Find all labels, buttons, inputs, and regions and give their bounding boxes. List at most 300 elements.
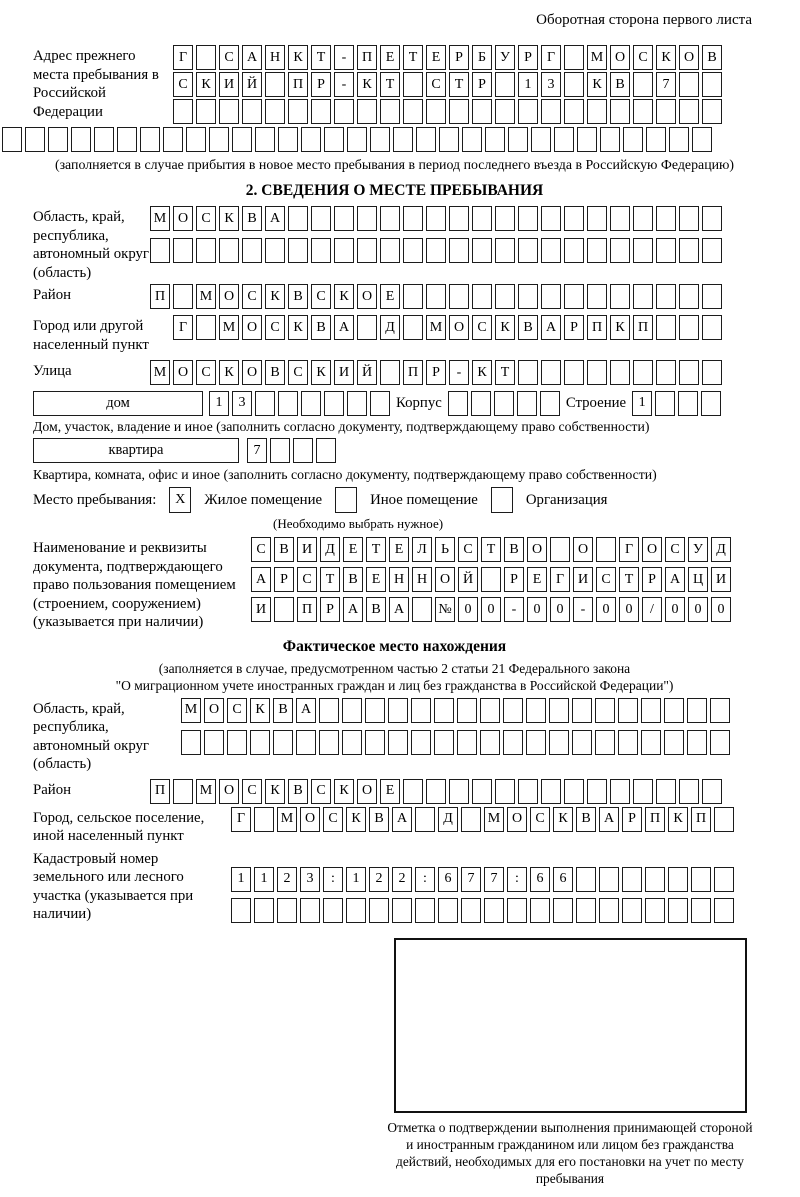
char-cell[interactable]: К	[250, 698, 270, 723]
char-cell[interactable]: О	[573, 537, 593, 562]
char-cell[interactable]: М	[150, 206, 170, 231]
char-cell[interactable]	[254, 898, 274, 923]
char-cell[interactable]	[599, 867, 619, 892]
char-cell[interactable]: Е	[380, 779, 400, 804]
char-cell[interactable]	[679, 360, 699, 385]
char-cell[interactable]	[679, 72, 699, 97]
char-cell[interactable]	[196, 45, 216, 70]
char-cell[interactable]	[140, 127, 160, 152]
char-cell[interactable]	[554, 127, 574, 152]
char-cell[interactable]	[324, 391, 344, 416]
char-cell[interactable]: 6	[530, 867, 550, 892]
char-cell[interactable]	[679, 238, 699, 263]
char-cell[interactable]: П	[633, 315, 653, 340]
char-cell[interactable]: Е	[366, 567, 386, 592]
char-cell[interactable]: Д	[438, 807, 458, 832]
char-cell[interactable]: 1	[231, 867, 251, 892]
char-cell[interactable]	[564, 45, 584, 70]
char-cell[interactable]	[596, 537, 616, 562]
char-cell[interactable]	[495, 72, 515, 97]
char-cell[interactable]	[656, 779, 676, 804]
char-cell[interactable]	[564, 99, 584, 124]
char-cell[interactable]: О	[642, 537, 662, 562]
char-cell[interactable]: М	[277, 807, 297, 832]
char-cell[interactable]	[702, 284, 722, 309]
char-cell[interactable]	[357, 206, 377, 231]
char-cell[interactable]	[288, 206, 308, 231]
char-cell[interactable]: П	[297, 597, 317, 622]
char-cell[interactable]: М	[196, 779, 216, 804]
char-cell[interactable]: О	[449, 315, 469, 340]
char-cell[interactable]: О	[300, 807, 320, 832]
char-cell[interactable]: Т	[366, 537, 386, 562]
char-cell[interactable]	[209, 127, 229, 152]
char-cell[interactable]	[503, 730, 523, 755]
char-cell[interactable]: О	[204, 698, 224, 723]
char-cell[interactable]: О	[527, 537, 547, 562]
char-cell[interactable]	[472, 99, 492, 124]
char-cell[interactable]: О	[173, 206, 193, 231]
char-cell[interactable]	[380, 206, 400, 231]
char-cell[interactable]	[439, 127, 459, 152]
char-cell[interactable]	[71, 127, 91, 152]
char-cell[interactable]	[438, 898, 458, 923]
char-cell[interactable]	[403, 779, 423, 804]
char-cell[interactable]	[403, 206, 423, 231]
char-cell[interactable]	[679, 779, 699, 804]
char-cell[interactable]	[181, 730, 201, 755]
char-cell[interactable]: К	[196, 72, 216, 97]
char-cell[interactable]: А	[343, 597, 363, 622]
char-cell[interactable]: 2	[369, 867, 389, 892]
char-cell[interactable]	[288, 99, 308, 124]
char-cell[interactable]	[296, 730, 316, 755]
char-cell[interactable]: У	[495, 45, 515, 70]
char-cell[interactable]	[480, 698, 500, 723]
char-cell[interactable]	[702, 72, 722, 97]
char-cell[interactable]	[518, 779, 538, 804]
char-cell[interactable]	[587, 779, 607, 804]
char-cell[interactable]	[518, 284, 538, 309]
char-cell[interactable]	[633, 284, 653, 309]
char-cell[interactable]	[2, 127, 22, 152]
char-cell[interactable]	[278, 391, 298, 416]
char-cell[interactable]	[346, 898, 366, 923]
char-cell[interactable]: Р	[564, 315, 584, 340]
char-cell[interactable]	[426, 284, 446, 309]
char-cell[interactable]: С	[173, 72, 193, 97]
char-cell[interactable]	[541, 779, 561, 804]
char-cell[interactable]	[426, 99, 446, 124]
char-cell[interactable]	[265, 238, 285, 263]
char-cell[interactable]	[324, 127, 344, 152]
char-cell[interactable]	[311, 238, 331, 263]
char-cell[interactable]	[219, 99, 239, 124]
char-cell[interactable]	[508, 127, 528, 152]
char-cell[interactable]	[517, 391, 537, 416]
char-cell[interactable]	[369, 898, 389, 923]
char-cell[interactable]	[472, 284, 492, 309]
char-cell[interactable]	[449, 779, 469, 804]
char-cell[interactable]: В	[242, 206, 262, 231]
char-cell[interactable]: 2	[277, 867, 297, 892]
char-cell[interactable]	[610, 238, 630, 263]
char-cell[interactable]	[600, 127, 620, 152]
char-cell[interactable]: :	[415, 867, 435, 892]
char-cell[interactable]: 0	[481, 597, 501, 622]
char-cell[interactable]	[426, 206, 446, 231]
char-cell[interactable]: 0	[619, 597, 639, 622]
char-cell[interactable]: К	[587, 72, 607, 97]
char-cell[interactable]: И	[297, 537, 317, 562]
char-cell[interactable]	[255, 127, 275, 152]
char-cell[interactable]	[518, 206, 538, 231]
char-cell[interactable]	[714, 898, 734, 923]
char-cell[interactable]	[288, 238, 308, 263]
char-cell[interactable]: К	[219, 360, 239, 385]
char-cell[interactable]: С	[297, 567, 317, 592]
char-cell[interactable]	[270, 438, 290, 463]
char-cell[interactable]: 0	[688, 597, 708, 622]
char-cell[interactable]	[227, 730, 247, 755]
char-cell[interactable]: О	[242, 315, 262, 340]
char-cell[interactable]	[403, 72, 423, 97]
char-cell[interactable]: 1	[518, 72, 538, 97]
char-cell[interactable]: А	[665, 567, 685, 592]
char-cell[interactable]	[388, 698, 408, 723]
char-cell[interactable]: С	[242, 284, 262, 309]
char-cell[interactable]: В	[610, 72, 630, 97]
char-cell[interactable]	[403, 315, 423, 340]
char-cell[interactable]	[587, 238, 607, 263]
char-cell[interactable]: О	[507, 807, 527, 832]
char-cell[interactable]	[633, 206, 653, 231]
char-cell[interactable]: Г	[550, 567, 570, 592]
char-cell[interactable]	[472, 206, 492, 231]
char-cell[interactable]: С	[242, 779, 262, 804]
char-cell[interactable]: Р	[472, 72, 492, 97]
char-cell[interactable]	[301, 391, 321, 416]
char-cell[interactable]	[572, 698, 592, 723]
char-cell[interactable]: М	[426, 315, 446, 340]
char-cell[interactable]: С	[311, 284, 331, 309]
char-cell[interactable]: Т	[481, 537, 501, 562]
char-cell[interactable]: Г	[541, 45, 561, 70]
char-cell[interactable]: О	[173, 360, 193, 385]
char-cell[interactable]	[655, 391, 675, 416]
char-cell[interactable]	[196, 238, 216, 263]
char-cell[interactable]	[448, 391, 468, 416]
char-cell[interactable]	[687, 698, 707, 723]
char-cell[interactable]: Т	[320, 567, 340, 592]
char-cell[interactable]	[265, 99, 285, 124]
char-cell[interactable]: Р	[320, 597, 340, 622]
char-cell[interactable]: А	[334, 315, 354, 340]
char-cell[interactable]: О	[435, 567, 455, 592]
char-cell[interactable]: И	[573, 567, 593, 592]
char-cell[interactable]: Ь	[435, 537, 455, 562]
char-cell[interactable]	[449, 99, 469, 124]
char-cell[interactable]	[461, 807, 481, 832]
char-cell[interactable]: О	[357, 779, 377, 804]
char-cell[interactable]	[702, 779, 722, 804]
char-cell[interactable]	[347, 127, 367, 152]
char-cell[interactable]	[633, 238, 653, 263]
char-cell[interactable]: Т	[380, 72, 400, 97]
char-cell[interactable]: С	[265, 315, 285, 340]
char-cell[interactable]: 0	[527, 597, 547, 622]
char-cell[interactable]: С	[633, 45, 653, 70]
char-cell[interactable]: О	[219, 284, 239, 309]
char-cell[interactable]	[656, 360, 676, 385]
char-cell[interactable]	[618, 730, 638, 755]
char-cell[interactable]	[679, 315, 699, 340]
char-cell[interactable]	[403, 99, 423, 124]
char-cell[interactable]	[392, 898, 412, 923]
char-cell[interactable]: Й	[357, 360, 377, 385]
char-cell[interactable]	[633, 72, 653, 97]
char-cell[interactable]: С	[227, 698, 247, 723]
char-cell[interactable]: К	[265, 284, 285, 309]
char-cell[interactable]: С	[288, 360, 308, 385]
char-cell[interactable]	[541, 206, 561, 231]
char-cell[interactable]	[656, 99, 676, 124]
char-cell[interactable]	[388, 730, 408, 755]
char-cell[interactable]	[526, 730, 546, 755]
char-cell[interactable]: П	[150, 779, 170, 804]
char-cell[interactable]	[365, 730, 385, 755]
char-cell[interactable]	[679, 284, 699, 309]
char-cell[interactable]	[668, 867, 688, 892]
char-cell[interactable]: С	[196, 360, 216, 385]
char-cell[interactable]: А	[242, 45, 262, 70]
char-cell[interactable]	[415, 807, 435, 832]
char-cell[interactable]: 0	[550, 597, 570, 622]
char-cell[interactable]	[702, 315, 722, 340]
char-cell[interactable]: Т	[403, 45, 423, 70]
char-cell[interactable]	[357, 238, 377, 263]
char-cell[interactable]	[370, 391, 390, 416]
char-cell[interactable]: П	[150, 284, 170, 309]
char-cell[interactable]	[204, 730, 224, 755]
char-cell[interactable]	[702, 238, 722, 263]
char-cell[interactable]: М	[150, 360, 170, 385]
char-cell[interactable]: 1	[209, 391, 229, 416]
char-cell[interactable]	[495, 206, 515, 231]
char-cell[interactable]: К	[265, 779, 285, 804]
char-cell[interactable]: -	[449, 360, 469, 385]
char-cell[interactable]	[94, 127, 114, 152]
char-cell[interactable]	[587, 206, 607, 231]
char-cell[interactable]	[645, 898, 665, 923]
char-cell[interactable]: К	[553, 807, 573, 832]
char-cell[interactable]: В	[343, 567, 363, 592]
char-cell[interactable]	[173, 238, 193, 263]
char-cell[interactable]	[380, 360, 400, 385]
char-cell[interactable]	[434, 698, 454, 723]
char-cell[interactable]	[342, 698, 362, 723]
char-cell[interactable]: 3	[300, 867, 320, 892]
char-cell[interactable]: О	[610, 45, 630, 70]
char-cell[interactable]: М	[484, 807, 504, 832]
char-cell[interactable]	[668, 898, 688, 923]
checkbox-zhiloe[interactable]: X	[169, 487, 191, 513]
char-cell[interactable]: 1	[346, 867, 366, 892]
char-cell[interactable]: А	[392, 807, 412, 832]
char-cell[interactable]	[714, 807, 734, 832]
char-cell[interactable]: С	[196, 206, 216, 231]
char-cell[interactable]: С	[472, 315, 492, 340]
char-cell[interactable]: А	[265, 206, 285, 231]
char-cell[interactable]	[564, 360, 584, 385]
char-cell[interactable]: М	[219, 315, 239, 340]
char-cell[interactable]	[564, 72, 584, 97]
char-cell[interactable]: П	[645, 807, 665, 832]
char-cell[interactable]: -	[504, 597, 524, 622]
char-cell[interactable]	[641, 698, 661, 723]
char-cell[interactable]: 3	[232, 391, 252, 416]
char-cell[interactable]	[702, 360, 722, 385]
char-cell[interactable]	[526, 698, 546, 723]
char-cell[interactable]: С	[530, 807, 550, 832]
char-cell[interactable]	[623, 127, 643, 152]
checkbox-organizatsiya[interactable]	[491, 487, 513, 513]
char-cell[interactable]: И	[711, 567, 731, 592]
char-cell[interactable]	[576, 898, 596, 923]
char-cell[interactable]	[622, 867, 642, 892]
char-cell[interactable]: А	[389, 597, 409, 622]
char-cell[interactable]	[403, 238, 423, 263]
char-cell[interactable]: П	[691, 807, 711, 832]
char-cell[interactable]	[549, 698, 569, 723]
char-cell[interactable]	[540, 391, 560, 416]
char-cell[interactable]	[518, 99, 538, 124]
char-cell[interactable]	[679, 206, 699, 231]
char-cell[interactable]	[471, 391, 491, 416]
char-cell[interactable]	[633, 99, 653, 124]
char-cell[interactable]: М	[587, 45, 607, 70]
char-cell[interactable]	[300, 898, 320, 923]
char-cell[interactable]	[702, 99, 722, 124]
char-cell[interactable]	[426, 779, 446, 804]
char-cell[interactable]	[646, 127, 666, 152]
char-cell[interactable]: К	[495, 315, 515, 340]
char-cell[interactable]: Е	[527, 567, 547, 592]
char-cell[interactable]	[412, 597, 432, 622]
char-cell[interactable]: С	[665, 537, 685, 562]
char-cell[interactable]	[553, 898, 573, 923]
char-cell[interactable]	[254, 807, 274, 832]
char-cell[interactable]	[564, 206, 584, 231]
char-cell[interactable]: С	[596, 567, 616, 592]
char-cell[interactable]	[702, 206, 722, 231]
char-cell[interactable]: 1	[632, 391, 652, 416]
char-cell[interactable]	[311, 206, 331, 231]
char-cell[interactable]: Т	[619, 567, 639, 592]
char-cell[interactable]	[472, 779, 492, 804]
char-cell[interactable]: Р	[504, 567, 524, 592]
char-cell[interactable]: 0	[458, 597, 478, 622]
char-cell[interactable]	[610, 99, 630, 124]
char-cell[interactable]: В	[366, 597, 386, 622]
char-cell[interactable]: Г	[173, 45, 193, 70]
char-cell[interactable]	[564, 284, 584, 309]
char-cell[interactable]	[564, 779, 584, 804]
char-cell[interactable]: С	[323, 807, 343, 832]
char-cell[interactable]: №	[435, 597, 455, 622]
char-cell[interactable]: П	[288, 72, 308, 97]
char-cell[interactable]	[531, 127, 551, 152]
char-cell[interactable]	[595, 730, 615, 755]
char-cell[interactable]	[564, 238, 584, 263]
char-cell[interactable]	[610, 360, 630, 385]
char-cell[interactable]	[457, 730, 477, 755]
char-cell[interactable]	[481, 567, 501, 592]
char-cell[interactable]: -	[334, 72, 354, 97]
char-cell[interactable]	[231, 898, 251, 923]
char-cell[interactable]	[472, 238, 492, 263]
char-cell[interactable]	[311, 99, 331, 124]
char-cell[interactable]	[273, 730, 293, 755]
char-cell[interactable]: Р	[449, 45, 469, 70]
char-cell[interactable]: А	[296, 698, 316, 723]
char-cell[interactable]: Р	[642, 567, 662, 592]
char-cell[interactable]	[485, 127, 505, 152]
char-cell[interactable]: Н	[412, 567, 432, 592]
char-cell[interactable]	[173, 779, 193, 804]
char-cell[interactable]	[393, 127, 413, 152]
char-cell[interactable]: К	[656, 45, 676, 70]
char-cell[interactable]	[365, 698, 385, 723]
char-cell[interactable]	[572, 730, 592, 755]
char-cell[interactable]	[334, 99, 354, 124]
char-cell[interactable]: К	[334, 779, 354, 804]
char-cell[interactable]: Р	[518, 45, 538, 70]
char-cell[interactable]: А	[541, 315, 561, 340]
char-cell[interactable]	[656, 238, 676, 263]
char-cell[interactable]: А	[251, 567, 271, 592]
char-cell[interactable]	[664, 698, 684, 723]
char-cell[interactable]: К	[346, 807, 366, 832]
char-cell[interactable]	[576, 867, 596, 892]
char-cell[interactable]: У	[688, 537, 708, 562]
char-cell[interactable]	[541, 99, 561, 124]
char-cell[interactable]	[577, 127, 597, 152]
char-cell[interactable]: К	[472, 360, 492, 385]
char-cell[interactable]: 3	[541, 72, 561, 97]
kvartira-field-box[interactable]: квартира	[33, 438, 239, 463]
char-cell[interactable]	[669, 127, 689, 152]
char-cell[interactable]: С	[311, 779, 331, 804]
char-cell[interactable]: К	[288, 315, 308, 340]
char-cell[interactable]	[503, 698, 523, 723]
char-cell[interactable]	[664, 730, 684, 755]
char-cell[interactable]: П	[587, 315, 607, 340]
char-cell[interactable]: 2	[392, 867, 412, 892]
char-cell[interactable]	[255, 391, 275, 416]
char-cell[interactable]	[495, 779, 515, 804]
char-cell[interactable]: В	[311, 315, 331, 340]
char-cell[interactable]	[457, 698, 477, 723]
char-cell[interactable]	[242, 99, 262, 124]
char-cell[interactable]: Й	[458, 567, 478, 592]
char-cell[interactable]	[277, 898, 297, 923]
char-cell[interactable]: И	[251, 597, 271, 622]
char-cell[interactable]	[411, 730, 431, 755]
char-cell[interactable]: В	[273, 698, 293, 723]
char-cell[interactable]	[434, 730, 454, 755]
char-cell[interactable]: Д	[320, 537, 340, 562]
